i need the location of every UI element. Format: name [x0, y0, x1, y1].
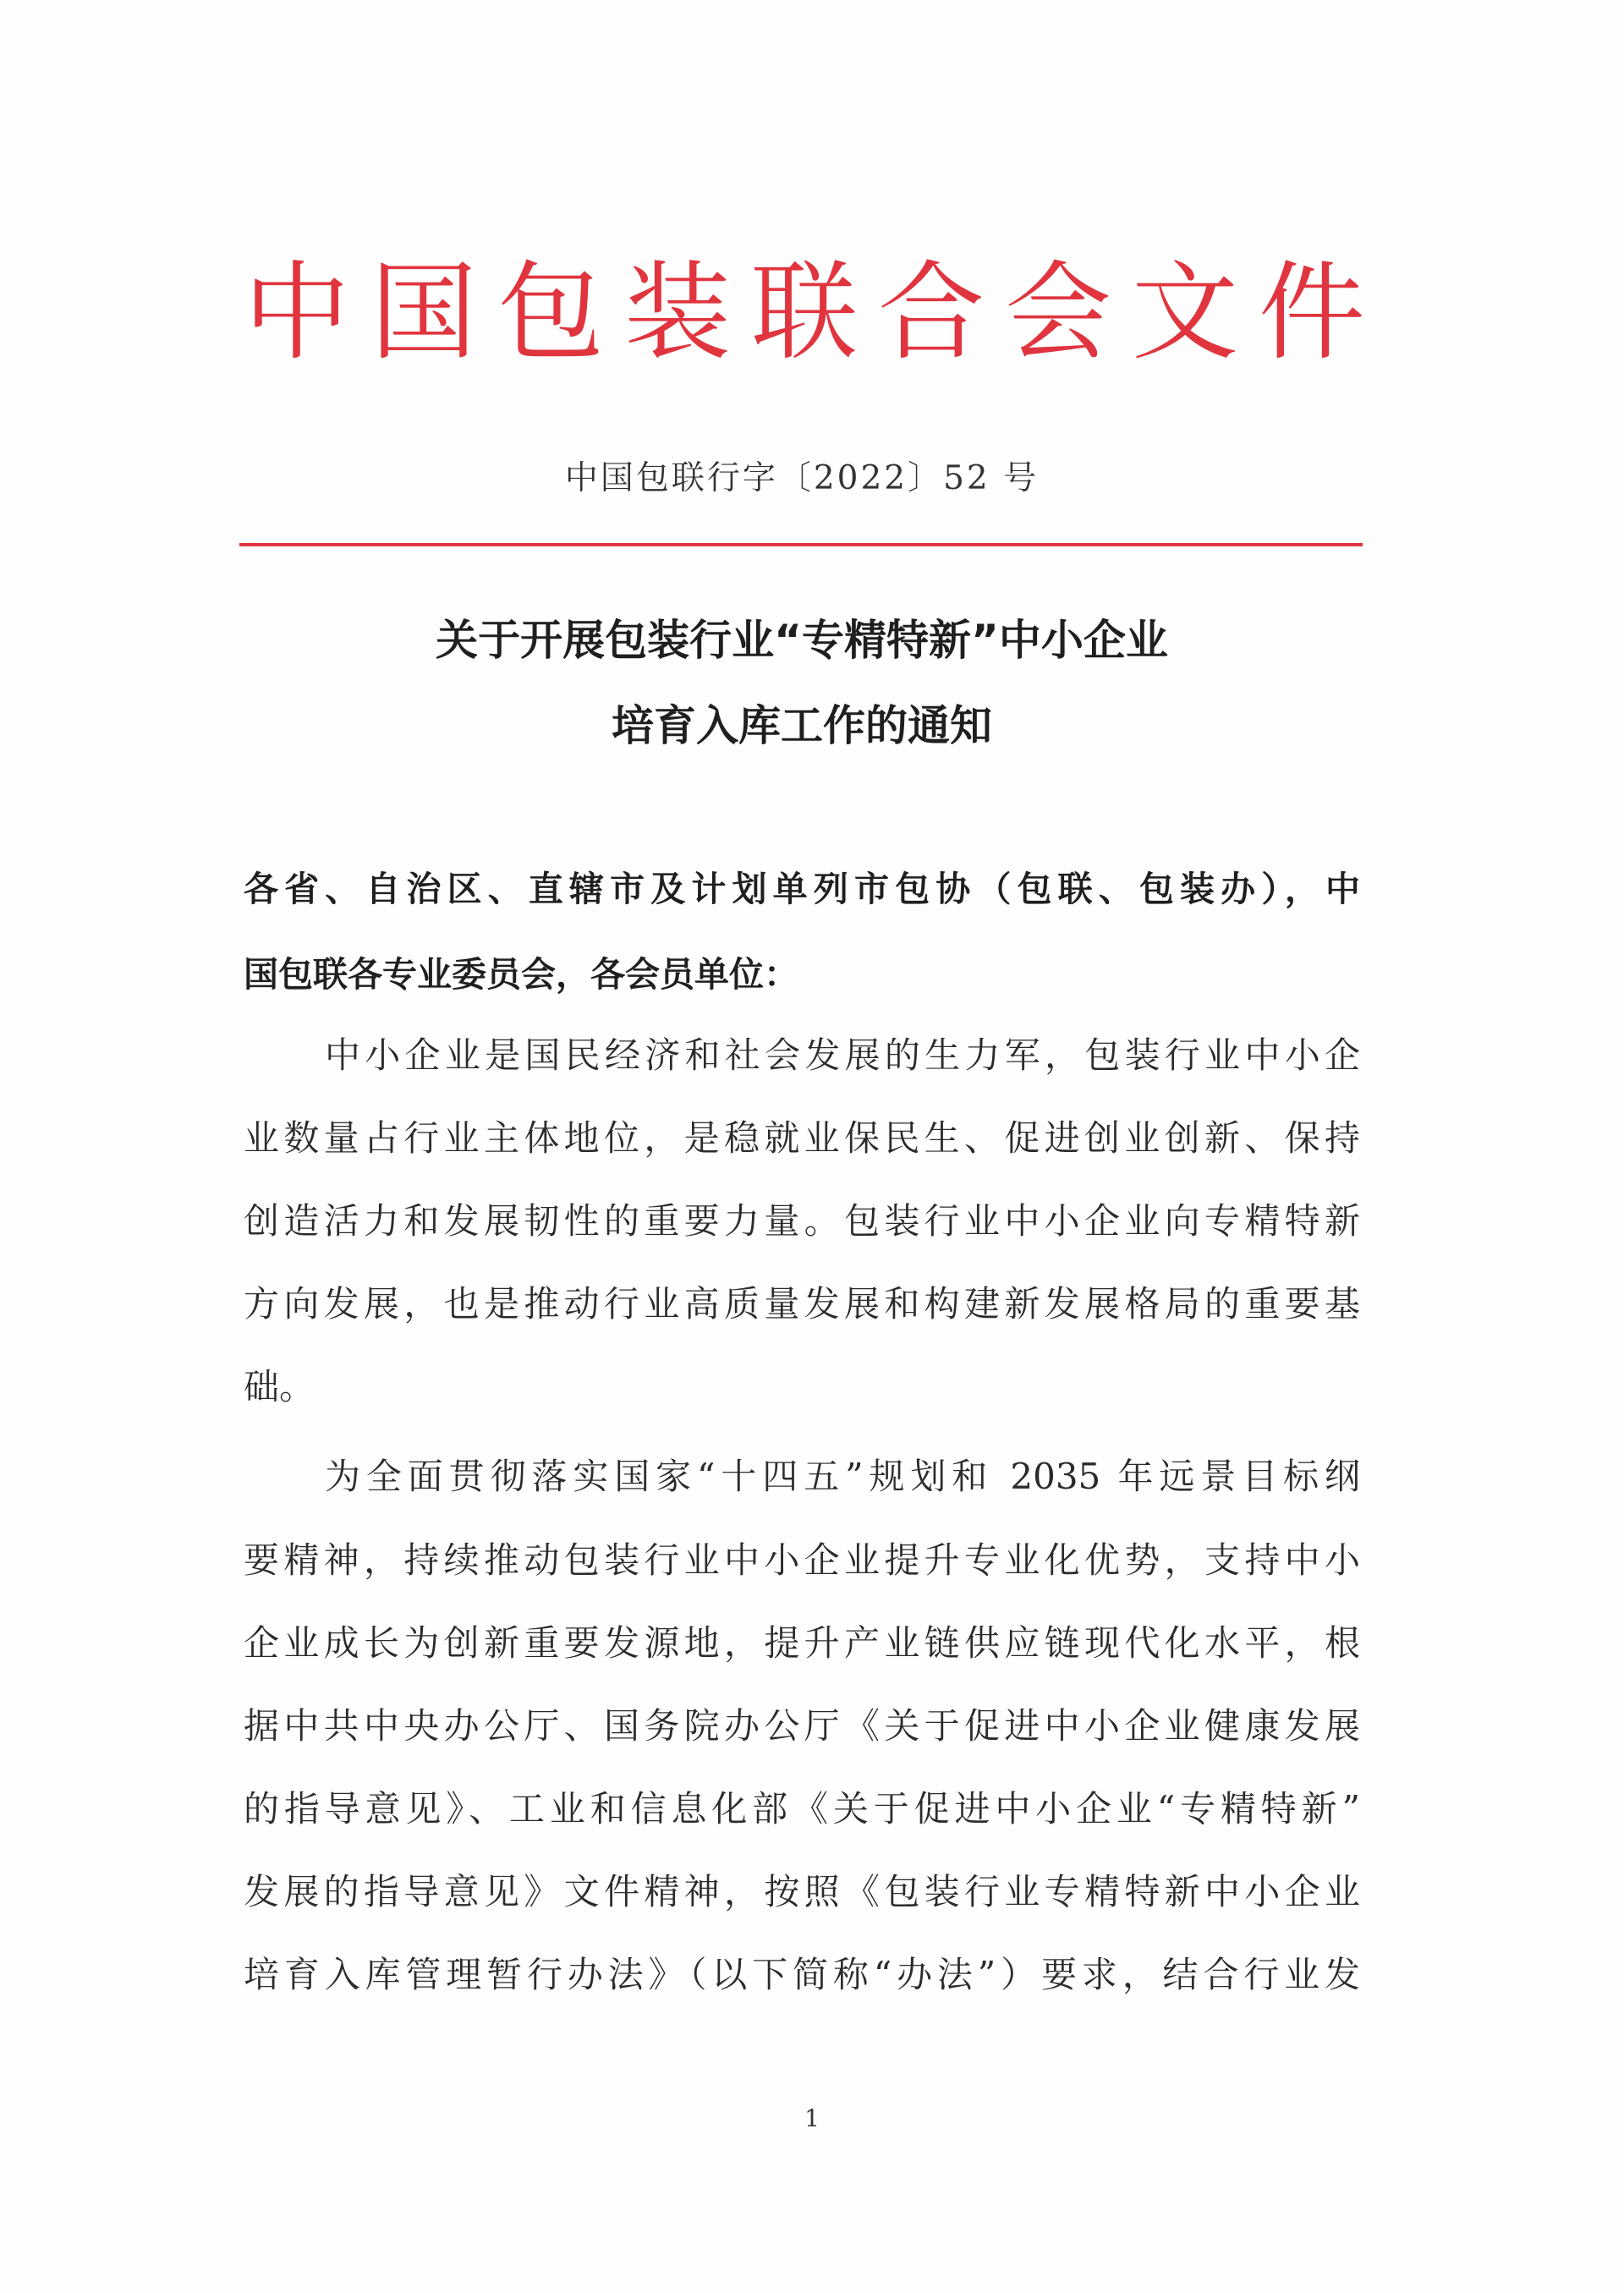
notice-title-line-2: 培育入库工作的通知	[612, 701, 992, 750]
paragraph-2-line-2: 要精神，持续推动包装行业中小企业提升专业化优势，支持中小	[244, 1539, 1360, 1581]
document-number: 中国包联行字〔2022〕52 号	[564, 459, 1040, 497]
paragraph-2-line-4: 据中共中央办公厅、国务院办公厅《关于促进中小企业健康发展	[244, 1705, 1360, 1747]
paragraph-1-line-1: 中小企业是国民经济和社会发展的生力军，包装行业中小企	[325, 1034, 1360, 1076]
addressee-line-1: 各省、自治区、直辖市及计划单列市包协（包联、包装办），中	[244, 869, 1360, 909]
paragraph-2-line-3: 企业成长为创新重要发源地，提升产业链供应链现代化水平，根	[244, 1622, 1360, 1664]
paragraph-2-line-6: 发展的指导意见》文件精神，按照《包装行业专精特新中小企业	[244, 1871, 1360, 1912]
page-number: 1	[804, 2104, 820, 2132]
paragraph-2-line-5: 的指导意见》、工业和信息化部《关于促进中小企业“专精特新”	[244, 1788, 1360, 1829]
paragraph-1-line-5: 础。	[244, 1366, 315, 1407]
paragraph-2-line-7: 培育入库管理暂行办法》（以下简称“办法”）要求，结合行业发	[244, 1954, 1360, 1995]
paragraph-2-line-1: 为全面贯彻落实国家“十四五”规划和 2035 年远景目标纲	[325, 1456, 1360, 1497]
document-header-title: 中国包装联合会文件	[244, 250, 1385, 375]
paragraph-1-line-2: 业数量占行业主体地位，是稳就业保民生、促进创业创新、保持	[244, 1117, 1360, 1159]
paragraph-1-line-3: 创造活力和发展韧性的重要力量。包装行业中小企业向专精特新	[244, 1200, 1360, 1242]
addressee-line-2: 国包联各专业委员会，各会员单位：	[244, 954, 798, 995]
paragraph-1-line-4: 方向发展，也是推动行业高质量发展和构建新发展格局的重要基	[244, 1283, 1360, 1325]
notice-title-line-1: 关于开展包装行业“专精特新”中小企业	[436, 616, 1168, 665]
header-divider-line	[239, 543, 1363, 546]
